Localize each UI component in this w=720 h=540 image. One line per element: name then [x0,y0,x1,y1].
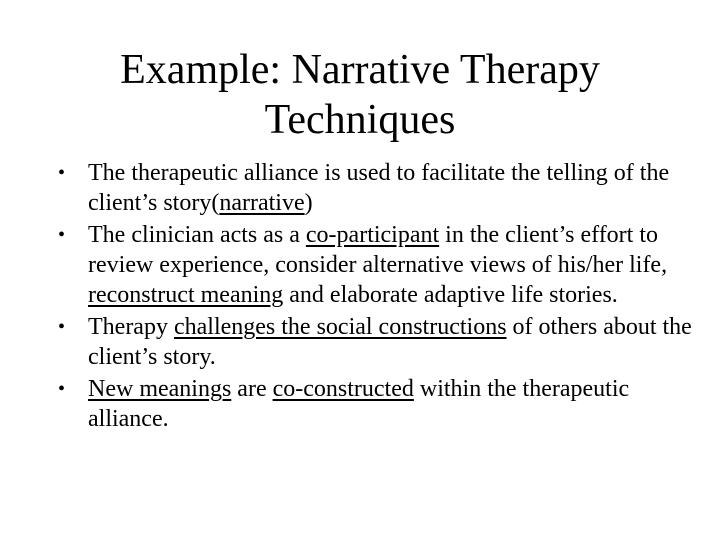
bullet-2-text-c: and elaborate adaptive life stories. [283,282,618,308]
bullet-icon: • [58,162,66,184]
bullet-item-4 [58,374,698,434]
bullet-item-3 [58,312,698,372]
bullet-4-underlined-co-constructed: co-constructed [272,376,414,402]
bullet-1-text-b: ) [304,190,313,216]
bullet-2-text-a: The clinician acts as a [88,222,306,248]
bullet-4-text-b: within the therapeutic alliance. [88,376,630,432]
bullet-1-text-a: The therapeutic alliance is used to facilitate the telling of the client’s story( [88,160,670,216]
bullet-list [58,158,698,436]
bullet-4-underlined-new-meanings: New meanings [88,376,232,402]
bullet-3-text-a: Therapy [88,314,174,340]
title-line-1: Example: Narrative Therapy [120,47,600,93]
bullet-4-text-a: are [231,376,273,402]
bullet-icon: • [58,224,66,246]
bullet-item-1 [58,158,698,218]
bullet-3-text-b: of others about the client’s story. [88,314,692,370]
slide-title [40,45,680,145]
bullet-3-underlined-challenges: challenges the social constructions [173,314,507,340]
bullet-item-2 [58,220,698,310]
bullet-2-underlined-co-participant: co-participant [305,222,440,248]
bullet-2-text-b: in the client’s effort to review experience, consider alternative views of his/her life, [88,222,668,278]
bullet-icon: • [58,316,66,338]
bullet-1-underlined-narrative: narrative [219,190,305,216]
title-line-2: Techniques [264,97,456,143]
bullet-2-underlined-reconstruct-meaning: reconstruct meaning [88,282,284,308]
bullet-icon: • [58,378,66,400]
